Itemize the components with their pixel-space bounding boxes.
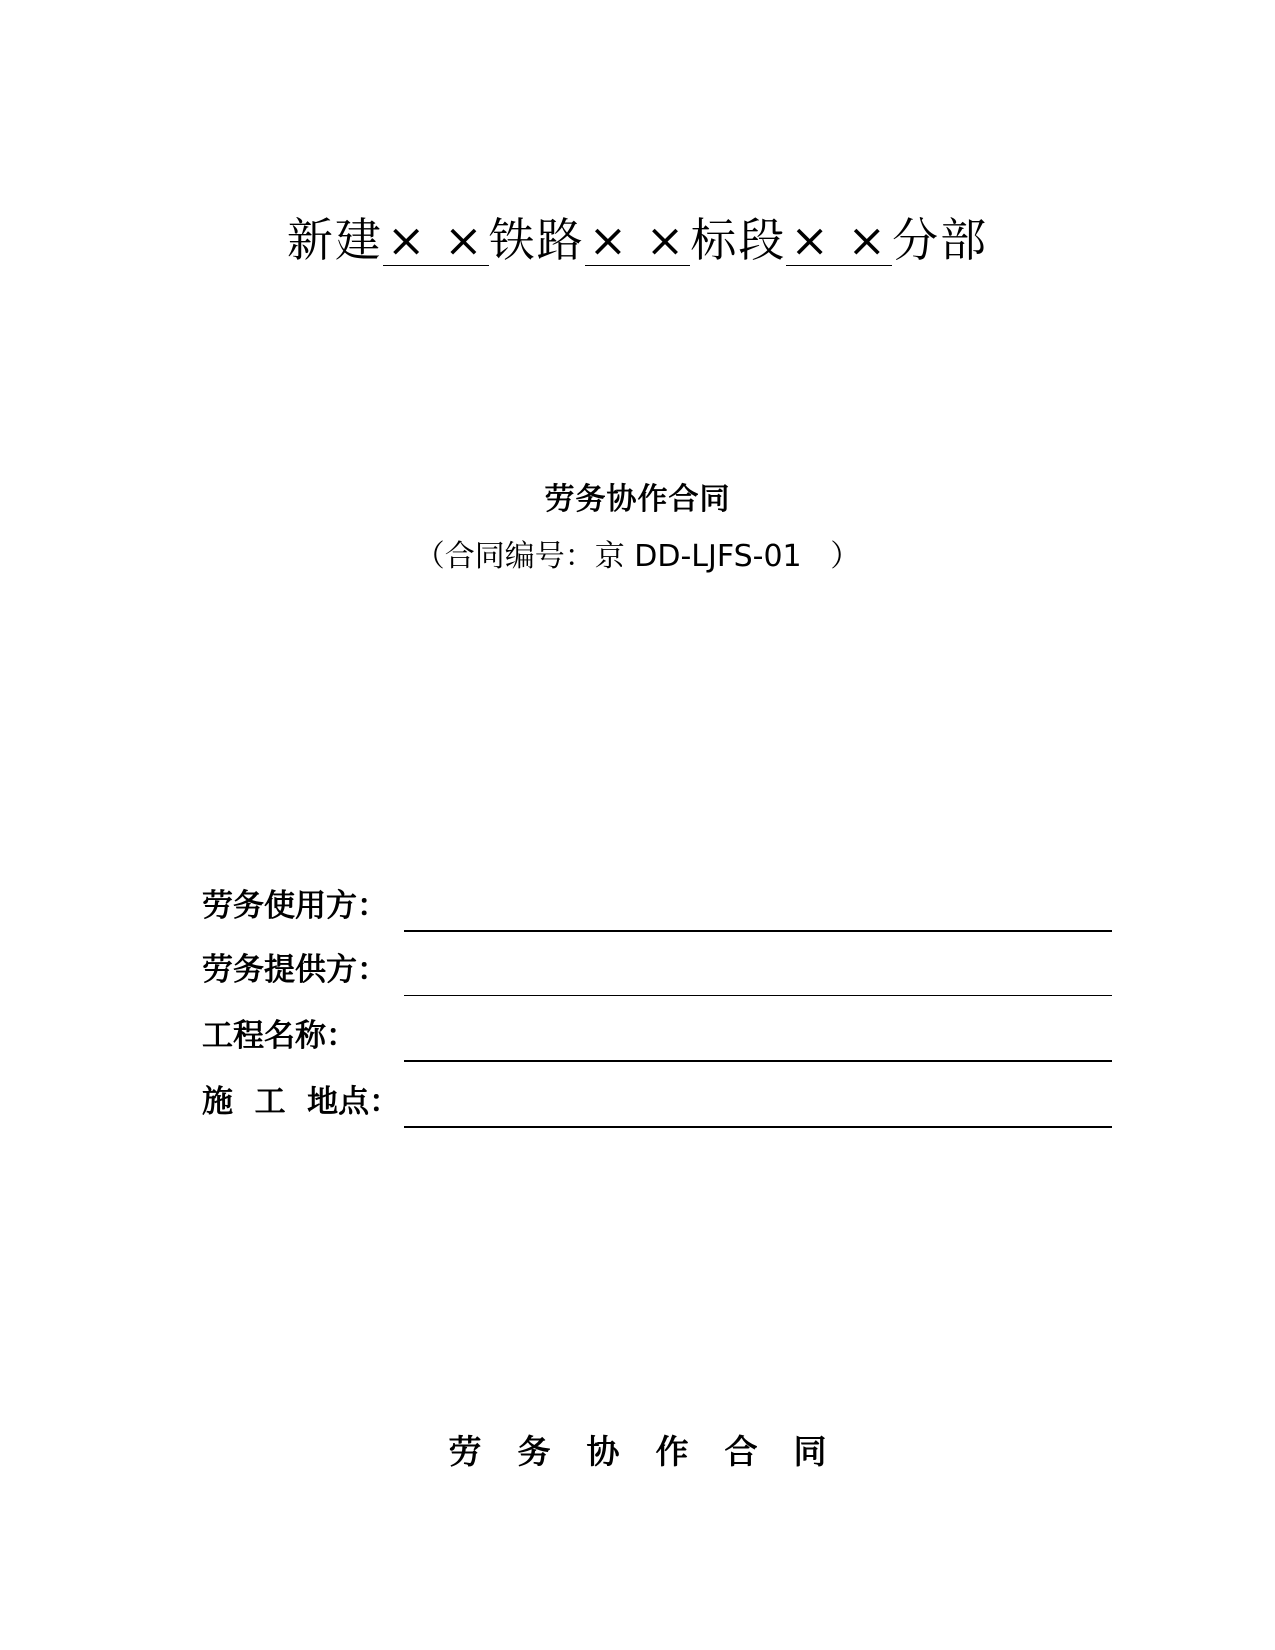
header-word-section: 标段 — [690, 213, 787, 267]
field-label: 工程名称： — [202, 1018, 357, 1054]
footer-title: 劳务协作合同 — [448, 1432, 863, 1471]
field-project-name — [202, 1012, 1112, 1062]
field-labor-provider — [202, 946, 1112, 996]
field-underline — [404, 1060, 1112, 1062]
contract-title: 劳务协作合同 — [544, 482, 731, 517]
field-label: 劳务提供方： — [202, 952, 388, 988]
field-label: 施 工 地点： — [202, 1084, 401, 1120]
field-underline — [404, 930, 1112, 932]
field-labor-user — [202, 882, 1112, 932]
contract-number: （合同编号：京 DD-LJFS-01 ） — [414, 539, 861, 574]
header-blank-railway: × × — [383, 215, 489, 266]
header-suffix: 分部 — [892, 213, 989, 267]
field-label: 劳务使用方： — [202, 888, 388, 924]
header-prefix: 新建 — [286, 213, 383, 267]
field-underline — [404, 1126, 1112, 1128]
project-header — [0, 212, 1275, 268]
header-blank-branch: × × — [786, 215, 892, 266]
field-construction-site — [202, 1078, 1112, 1128]
field-underline — [404, 995, 1112, 996]
header-word-railway: 铁路 — [488, 213, 585, 267]
header-blank-section: × × — [585, 215, 691, 266]
